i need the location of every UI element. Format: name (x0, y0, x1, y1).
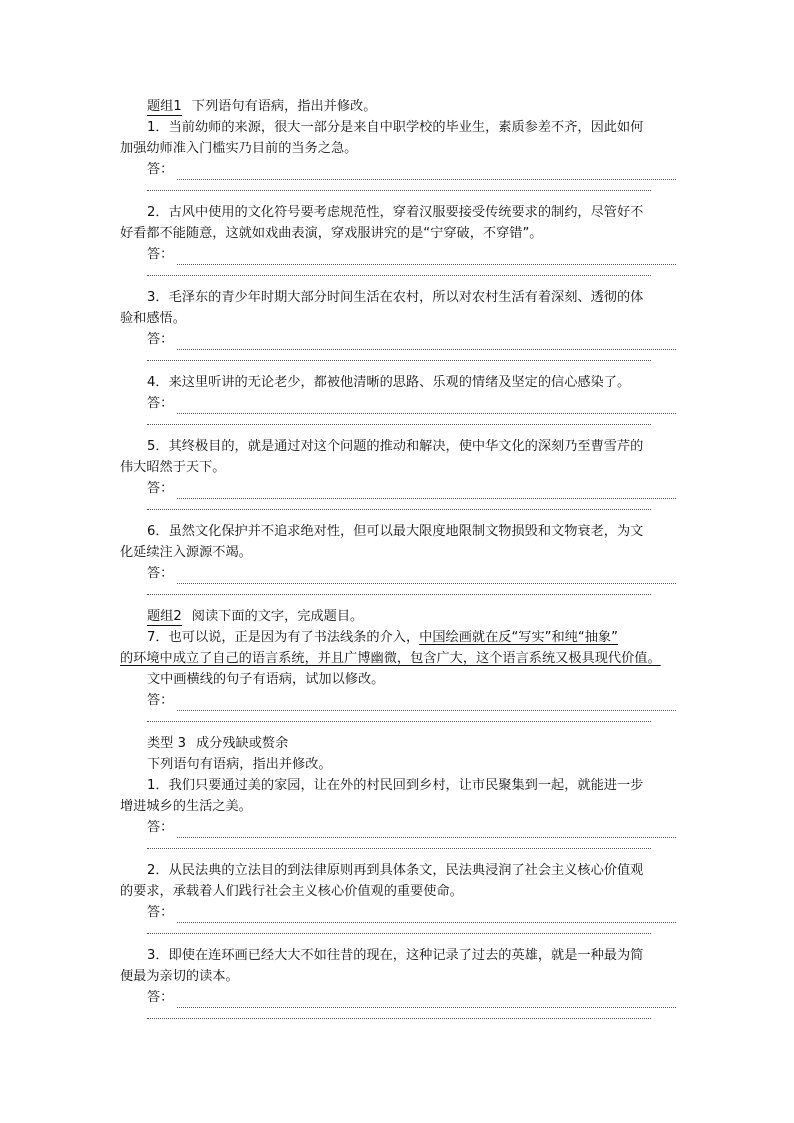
question-text-line2: 好看都不能随意，这就如戏曲表演，穿戏服讲究的是“宁穿破，不穿错”。 (120, 226, 543, 241)
question-text-line2: 加强幼师准入门槛实乃目前的当务之急。 (120, 141, 358, 156)
question-item (120, 860, 676, 934)
answer-dotted-line (177, 995, 676, 1008)
question-text-line1 (120, 627, 676, 648)
answer-dotted-line-2[interactable] (147, 923, 651, 934)
group2-header (120, 606, 676, 627)
question-plain-text: 7．也可以说，正是因为有了书法线条的介入， (147, 630, 420, 645)
answer-line[interactable] (120, 690, 676, 711)
answer-dotted-line (177, 571, 676, 584)
group1-instruction: 下列语句有语病，指出并修改。 (191, 99, 377, 114)
question-text-line2: 伟大昭然于天下。 (120, 460, 226, 475)
question-item (120, 372, 676, 425)
group1-header (120, 96, 676, 117)
underlined-sentence-part1: 中国绘画就在反“写实”和纯“抽象” (419, 630, 618, 645)
type3-instruction: 下列语句有语病，指出并修改。 (147, 757, 332, 772)
answer-line[interactable] (120, 159, 676, 180)
question-item (120, 521, 676, 595)
answer-dotted-line (177, 252, 676, 265)
answer-dotted-line-2[interactable] (147, 838, 651, 849)
question-text-line2: 的要求，承载着人们践行社会主义核心价值观的重要使命。 (120, 884, 463, 899)
underlined-sentence-part2: 的环境中成立了自己的语言系统，并且广博幽微，包含广大，这个语言系统又极具现代价值。 (120, 651, 661, 666)
question-item (120, 627, 676, 722)
answer-label: 答： (147, 566, 174, 581)
question-text-line1: 2．从民法典的立法目的到法律原则再到具体条文，民法典浸润了社会主义核心价值观 (147, 863, 644, 878)
answer-label: 答： (147, 332, 174, 347)
question-text-line1: 1．我们只要通过美的家园，让在外的村民回到乡村，让市民聚集到一起，就能进一步 (147, 778, 644, 793)
question-text-line1: 1．当前幼师的来源，很大一部分是来自中职学校的毕业生，素质参差不齐，因此如何 (147, 120, 644, 135)
answer-dotted-line-2[interactable] (147, 350, 651, 361)
answer-label: 答： (147, 247, 174, 262)
question-item (120, 436, 676, 510)
question-text-line1: 5．其终极目的，就是通过对这个问题的推动和解决，使中华文化的深刻乃至曹雪芹的 (147, 439, 644, 454)
answer-label: 答： (147, 905, 174, 920)
answer-dotted-line (177, 337, 676, 350)
answer-dotted-line (177, 167, 676, 180)
answer-dotted-line (177, 698, 676, 711)
answer-line[interactable] (120, 393, 676, 414)
question-text-line1: 2．古风中使用的文化符号要考虑规范性，穿着汉服要接受传统要求的制约，尽管好不 (147, 205, 644, 220)
question-item (120, 775, 676, 849)
question-item (120, 202, 676, 276)
answer-label: 答： (147, 481, 174, 496)
answer-line[interactable] (120, 987, 676, 1008)
document-body (120, 96, 676, 1030)
question-text-line2 (120, 648, 676, 669)
answer-label: 答： (147, 693, 174, 708)
group1-label: 题组1 (147, 99, 182, 114)
answer-dotted-line (177, 401, 676, 414)
question-text-line1: 6．虽然文化保护并不追求绝对性，但可以最大限度地限制文物损毁和文物衰老，为文 (147, 524, 644, 539)
answer-dotted-line-2[interactable] (147, 414, 651, 425)
answer-line[interactable] (120, 563, 676, 584)
question-text-line2: 增进城乡的生活之美。 (120, 799, 252, 814)
answer-dotted-line (177, 825, 676, 838)
answer-label: 答： (147, 162, 174, 177)
answer-line[interactable] (120, 817, 676, 838)
answer-dotted-line-2[interactable] (147, 711, 651, 722)
type3-header (120, 733, 676, 754)
answer-dotted-line-2[interactable] (147, 1008, 651, 1019)
question-text-line2: 验和感悟。 (120, 311, 186, 326)
question-text-line2: 化延续注入源源不竭。 (120, 545, 252, 560)
answer-line[interactable] (120, 244, 676, 265)
question-text-line2: 便最为亲切的读本。 (120, 969, 239, 984)
answer-label: 答： (147, 396, 174, 411)
answer-dotted-line-2[interactable] (147, 265, 651, 276)
question-item (120, 117, 676, 191)
answer-line[interactable] (120, 329, 676, 350)
answer-dotted-line-2[interactable] (147, 180, 651, 191)
answer-label: 答： (147, 820, 174, 835)
question-text-line1: 4．来这里听讲的无论老少，都被他清晰的思路、乐观的情绪及坚定的信心感染了。 (147, 375, 631, 390)
group2-label: 题组2 (147, 609, 182, 624)
answer-line[interactable] (120, 902, 676, 923)
answer-label: 答： (147, 990, 174, 1005)
answer-dotted-line-2[interactable] (147, 584, 651, 595)
answer-line[interactable] (120, 478, 676, 499)
type3-title: 成分残缺或赘余 (195, 736, 289, 751)
question-item (120, 945, 676, 1019)
answer-dotted-line (177, 910, 676, 923)
question-text-line1: 3．毛泽东的青少年时期大部分时间生活在农村，所以对农村生活有着深刻、透彻的体 (147, 290, 644, 305)
answer-dotted-line-2[interactable] (147, 499, 651, 510)
question-text-line1: 3．即使在连环画已经大大不如往昔的现在，这种记录了过去的英雄，就是一种最为简 (147, 948, 644, 963)
question-task: 文中画横线的句子有语病，试加以修改。 (147, 672, 385, 687)
type3-label: 类型 3 (147, 736, 186, 751)
answer-dotted-line (177, 486, 676, 499)
question-item (120, 287, 676, 361)
group2-instruction: 阅读下面的文字，完成题目。 (191, 609, 364, 624)
